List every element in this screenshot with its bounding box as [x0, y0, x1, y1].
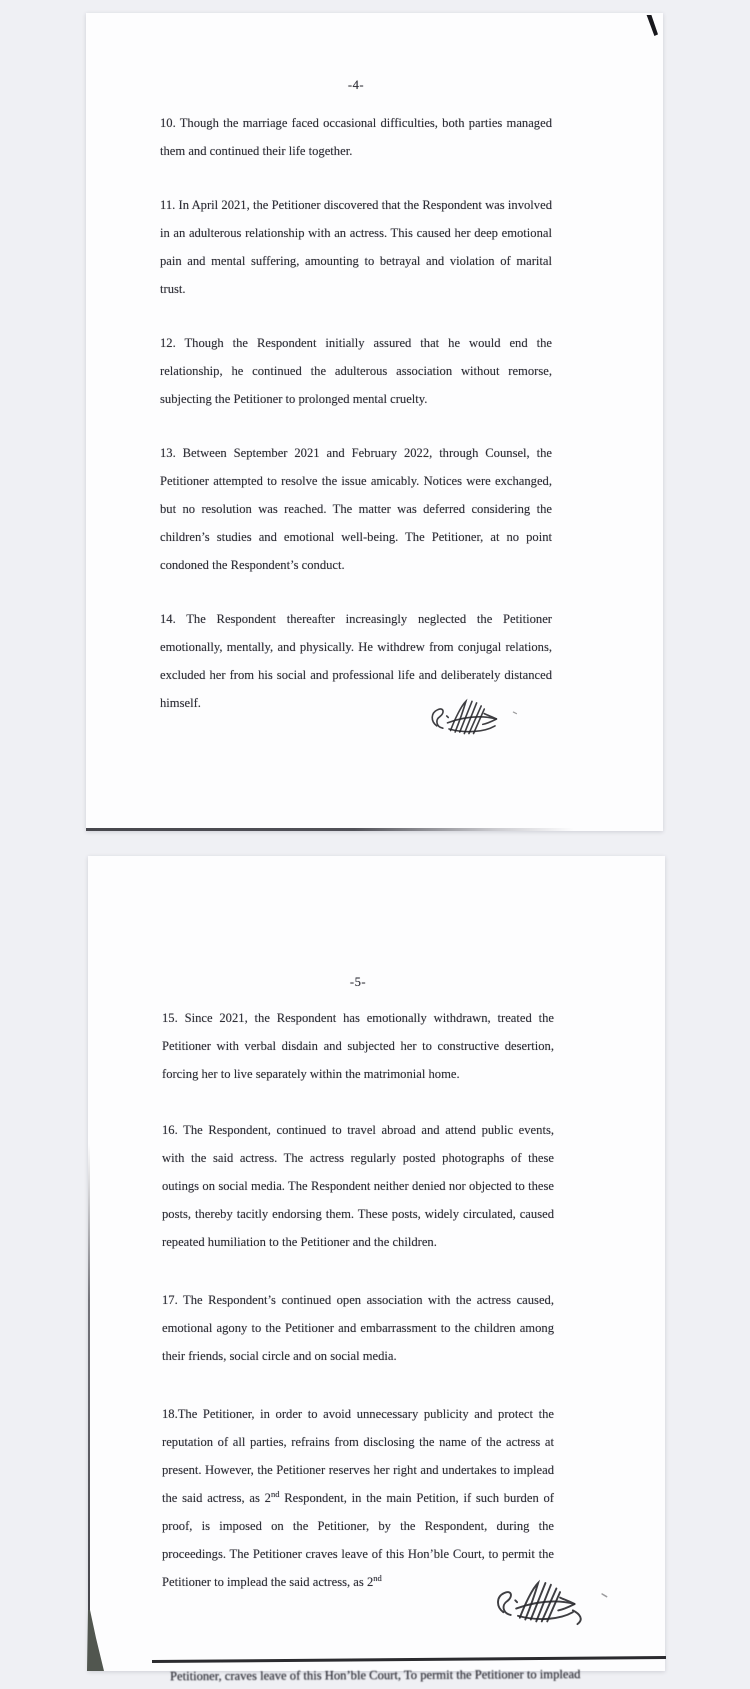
page-4-text-column — [160, 71, 552, 717]
page-5-text-column — [162, 968, 554, 1596]
page-edge-shadow — [86, 828, 574, 831]
scanned-page-4 — [86, 13, 663, 831]
paragraph-18 — [162, 1400, 554, 1596]
paragraph-18-text: 18.The Petitioner, in order to avoid unnecessary publicity and protect the reputation of all parties, refrains from disclosing the name of the actress at present. However, the Petitioner reserves her right and undertakes to implead the said actress, as 2 — [162, 1407, 554, 1505]
paragraph-13: 13. Between September 2021 and February 2022, through Counsel, the Petitioner attempted to resolve the issue amicably. Notices were exchanged, but no resolution was reached. The matter was deferred considering the children’s studies and emotional well-being. The Petitioner, at no point condoned the Respondent’s conduct. — [160, 446, 552, 572]
ordinal-superscript: nd — [373, 1573, 382, 1583]
paragraph-10: 10. Though the marriage faced occasional difficulties, both parties managed them and continued their life together. — [160, 116, 552, 158]
scanned-page-5 — [88, 856, 665, 1684]
petitioner-signature — [486, 1572, 614, 1636]
paragraph-12: 12. Though the Respondent initially assured that he would end the relationship, he continued the adulterous association without remorse, subjecting the Petitioner to prolonged mental cruelty. — [160, 336, 552, 406]
petitioner-signature — [426, 691, 518, 747]
page-edge-shadow — [88, 1144, 90, 1666]
page-number: -4- — [347, 78, 365, 92]
ordinal-superscript: nd — [270, 1489, 280, 1499]
page-curl-shadow — [87, 1610, 104, 1671]
paragraph-16: 16. The Respondent, continued to travel abroad and attend public events, with the said actress. The actress regularly posted photographs of these outings on social media. The Respondent neither denied nor objected to these posts, thereby tacitly endorsing them. These posts, widely circulated, caused repeated humiliation to the Petitioner and the children. — [162, 1123, 554, 1249]
paragraph-15: 15. Since 2021, the Respondent has emotionally withdrawn, treated the Petitioner with verbal disdain and subjected her to constructive desertion, forcing her to live separately within the matrimonial home. — [162, 1011, 554, 1081]
next-page-partial-text: Petitioner, craves leave of this Hon’ble Court, To permit the Petitioner to implead — [169, 1667, 581, 1684]
paragraph-18-text: Respondent, in the main Petition, if such burden of proof, is imposed on the Petitioner, by the Respondent, during the proceedings. The Petitioner craves leave of this Hon’ble Court, to permit the Petitioner to implead the said actress, as 2 — [162, 1491, 555, 1589]
scan-corner-mark — [646, 15, 658, 36]
page-number: -5- — [349, 975, 367, 989]
paragraph-11: 11. In April 2021, the Petitioner discovered that the Respondent was involved in an adulterous relationship with an actress. This caused her deep emotional pain and mental suffering, amounting to betrayal and violation of marital trust. — [160, 198, 552, 296]
paragraph-14: 14. The Respondent thereafter increasingly neglected the Petitioner emotionally, mentally, and physically. He withdrew from conjugal relations, excluded her from his social and professional life and deliberately distanced himself. — [160, 612, 552, 710]
paragraph-17: 17. The Respondent’s continued open association with the actress caused, emotional agony to the Petitioner and embarrassment to the children among their friends, social circle and on social media. — [162, 1293, 554, 1363]
